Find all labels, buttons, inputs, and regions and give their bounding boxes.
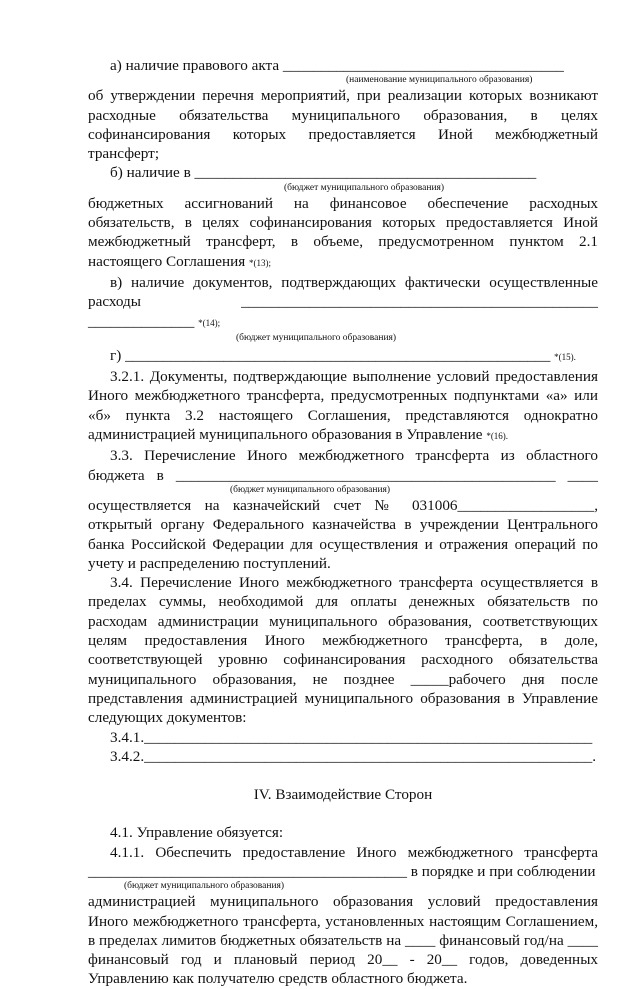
- para-4-1-1-blank: __________________________________________ в порядке и при соблюдении: [88, 862, 596, 880]
- spacer: [88, 766, 598, 785]
- item-b-body: бюджетных ассигнований на финансовое обеспечение расходных обязательств, в целях софинансирования которых предоставляется Иной межбюджетный трансферт, в объеме, предусмотренном пунктом 2.1 настоящего Соглашения: [88, 194, 598, 270]
- para-4-1: 4.1. Управление обязуется:: [110, 824, 284, 842]
- item-v-blank: расходы _______________________________________________ ______________: [88, 293, 598, 330]
- item-a-text: об утверждении перечня мероприятий, при реализации которых возникают расходные обязательства муниципального образования, в целях софинансирования которых предоставляется Иной межбюджетный трансферт;: [88, 87, 598, 163]
- caption-municipality-name: (наименование муниципального образования): [346, 75, 533, 86]
- item-g-blank: г) ________________________________________________________: [110, 346, 551, 364]
- para-3-4-2: 3.4.2.___________________________________________________________.: [110, 747, 596, 765]
- item-v: в) наличие документов, подтверждающих фактически осуществленные: [110, 273, 598, 291]
- item-a: а) наличие правового акта _____________________________________: [110, 57, 564, 74]
- para-3-4: 3.4. Перечисление Иного межбюджетного трансферта осуществляется в пределах суммы, необходимой для оплаты денежных обязательств по расходам администрации муниципального образования, соответствующих целям предоставления Иного межбюджетного трансферта, в доле, соответствующей уровню софинансирования расходного обязательства муниципального образования, не позднее _____рабочего дня после представления администрацией муниципального образования в Управление следующих документов:: [88, 574, 598, 727]
- para-3-3-blank: бюджета в __________________________________________________ ____: [88, 466, 598, 484]
- item-b: б) наличие в _____________________________________________: [110, 164, 537, 182]
- caption-budget-3: (бюджет муниципального образования): [230, 484, 391, 495]
- item-v-line2: [88, 292, 598, 333]
- section-heading: IV. Взаимодействие Сторон: [253, 786, 433, 804]
- para-4-1-1-text: администрацией муниципального образования условий предоставления Иного межбюджетного трансферта, установленных настоящим Соглашением, в пределах лимитов бюджетных обязательств на ____ финансовый год/на ____ финансовый год и плановый период 20__ - 20__ годов, доведенных Управлению как получателю средств областного бюджета.: [88, 893, 598, 988]
- document-page: [88, 56, 598, 989]
- para-3-3: 3.3. Перечисление Иного межбюджетного трансферта из областного: [110, 447, 598, 465]
- spacer: [88, 804, 598, 823]
- item-b-text: [88, 194, 598, 273]
- para-3-3-text: осуществляется на казначейский счет № 031006__________________, открытый органу Федерального казначейства в учреждении Центрального банка Российской Федерации для осуществления и отражения операций по учету и распределению поступлений.: [88, 496, 598, 572]
- footnote-ref-15: *(15).: [554, 351, 576, 362]
- footnote-ref-13: *(13);: [249, 257, 271, 268]
- para-3-2-1: [88, 367, 598, 446]
- para-4-1-1: 4.1.1. Обеспечить предоставление Иного межбюджетного трансферта: [110, 843, 598, 861]
- footnote-ref-16: *(16).: [486, 431, 509, 442]
- item-g: [88, 346, 598, 367]
- caption-budget: (бюджет муниципального образования): [284, 182, 445, 193]
- caption-budget-2: (бюджет муниципального образования): [236, 332, 397, 343]
- footnote-ref-14: *(14);: [198, 317, 221, 328]
- caption-budget-4: (бюджет муниципального образования): [124, 881, 285, 892]
- para-3-2-1-body: 3.2.1. Документы, подтверждающие выполнение условий предоставления Иного межбюджетного трансферта, предусмотренных подпунктами «а» или «б» пункта 3.2 настоящего Соглашения, представляются однократно администрацией муниципального образования в Управление: [88, 368, 598, 444]
- para-3-4-1: 3.4.1.___________________________________________________________: [110, 728, 593, 746]
